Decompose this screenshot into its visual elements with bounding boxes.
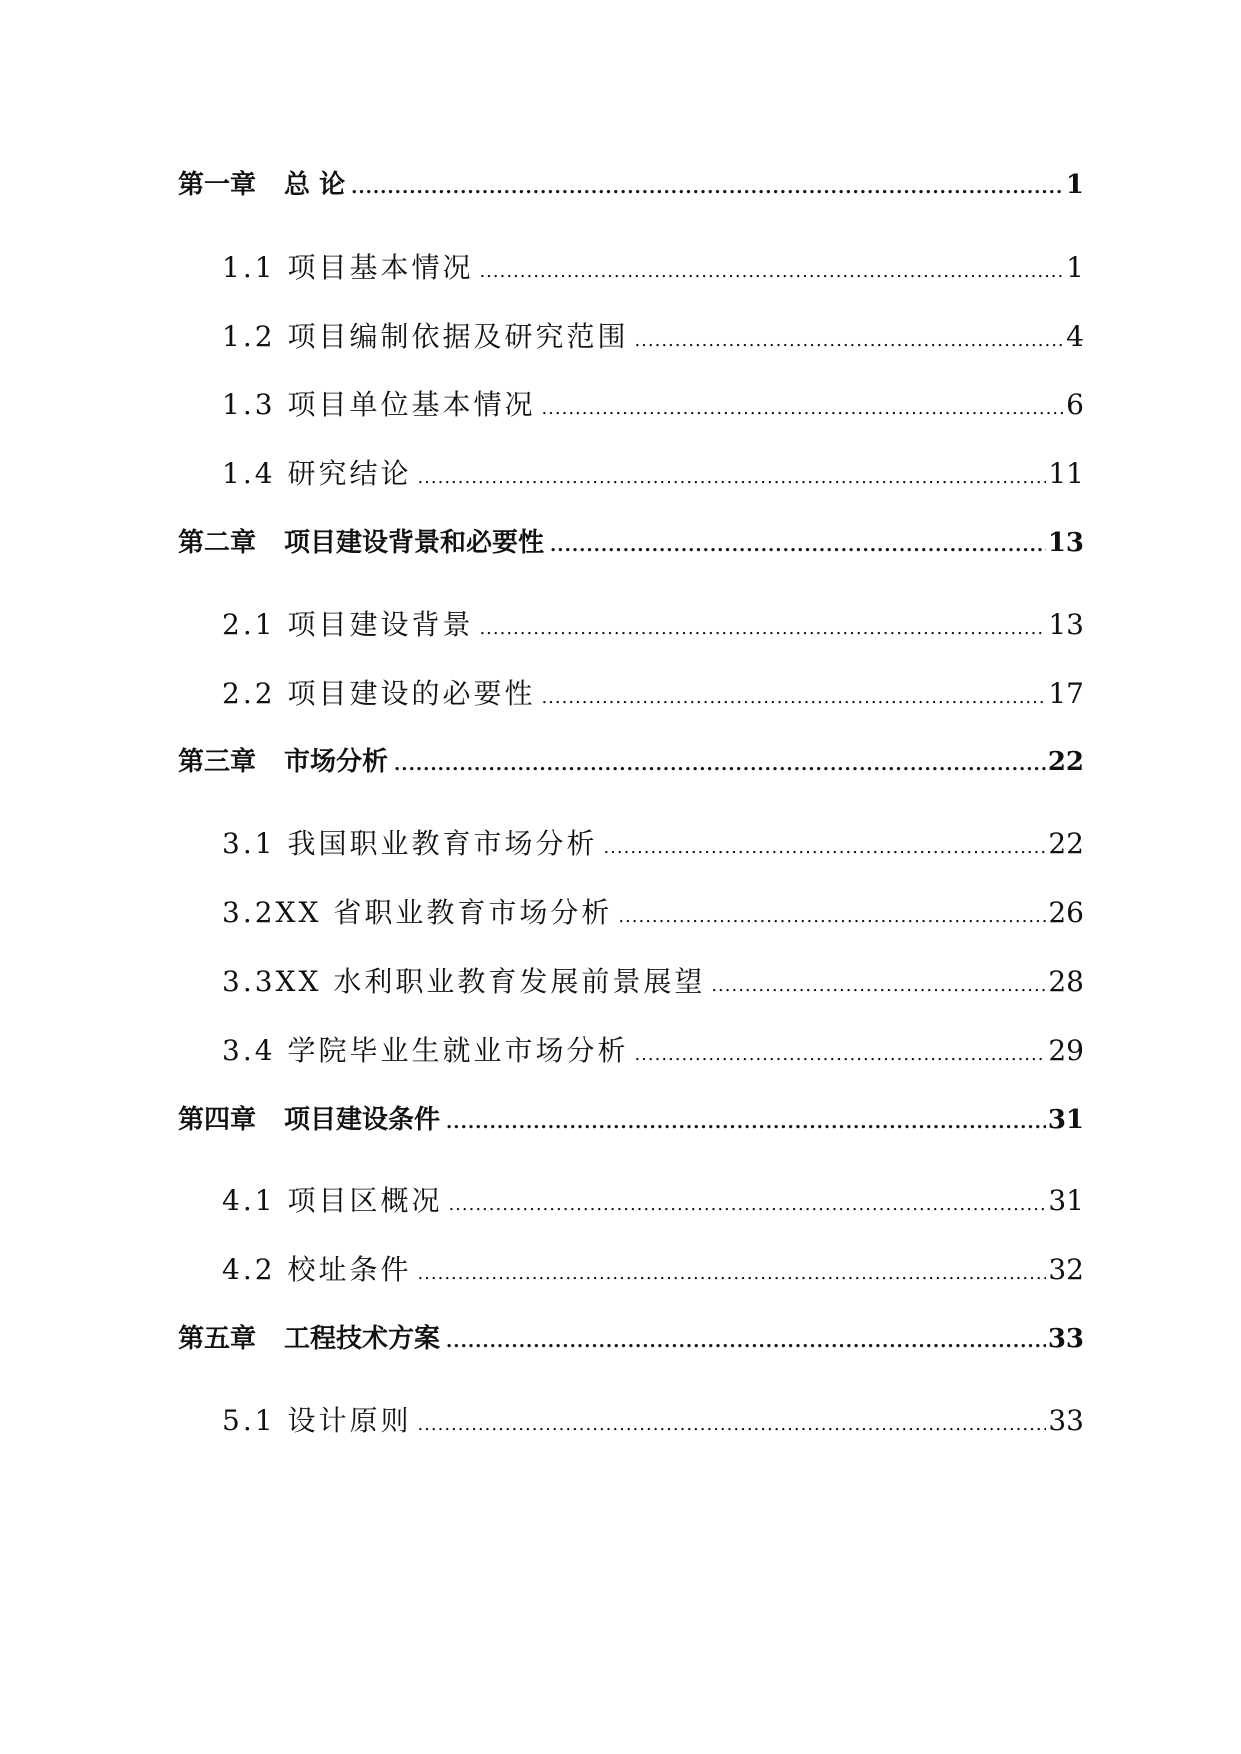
toc-entry-number: 4.1 xyxy=(222,1184,276,1217)
toc-entry-page: 32 xyxy=(1048,1253,1084,1286)
toc-entry-number: 2.2 xyxy=(222,677,276,710)
toc-entry-title: 学院毕业生就业市场分析 xyxy=(287,1034,629,1067)
dot-leader xyxy=(711,965,1046,998)
toc-entry-title: 项目建设背景 xyxy=(287,608,474,641)
toc-section-entry[interactable] xyxy=(222,891,1084,931)
dot-leader xyxy=(634,320,1064,353)
toc-entry-title: 项目编制依据及研究范围 xyxy=(287,320,629,353)
toc-section-entry[interactable] xyxy=(222,1179,1084,1219)
toc-entry-page: 26 xyxy=(1048,896,1084,929)
dot-leader xyxy=(417,457,1046,490)
toc-entry-page: 1 xyxy=(1065,170,1084,200)
toc-chapter-entry[interactable] xyxy=(178,522,1084,559)
dot-leader xyxy=(479,608,1046,641)
dot-leader xyxy=(541,388,1064,421)
toc-entry-page: 1 xyxy=(1066,251,1084,284)
toc-entry-number: 1.2 xyxy=(222,320,276,353)
toc-entry-page: 33 xyxy=(1047,1324,1084,1354)
toc-entry-title: 市场分析 xyxy=(284,747,389,777)
toc-section-entry[interactable] xyxy=(222,1029,1084,1069)
toc-entry-number: 3.3XX xyxy=(222,965,322,998)
toc-entry-title: 我国职业教育市场分析 xyxy=(287,827,598,860)
toc-entry-title: 项目建设背景和必要性 xyxy=(284,528,545,558)
toc-entry-title: 设计原则 xyxy=(287,1404,412,1437)
toc-entry-page: 11 xyxy=(1048,457,1084,490)
toc-entry-page: 13 xyxy=(1047,528,1084,558)
toc-entry-title: 省职业教育市场分析 xyxy=(333,896,613,929)
toc-entry-title: 项目建设条件 xyxy=(284,1105,441,1135)
toc-section-entry[interactable] xyxy=(222,383,1084,423)
toc-entry-title: 校址条件 xyxy=(287,1253,412,1286)
toc-entry-page: 17 xyxy=(1048,677,1084,710)
toc-entry-title: 总 论 xyxy=(284,170,346,200)
toc-entry-number: 第三章 xyxy=(178,747,257,777)
toc-entry-title: 研究结论 xyxy=(287,457,412,490)
dot-leader xyxy=(446,1105,1046,1135)
toc-section-entry[interactable] xyxy=(222,822,1084,862)
toc-section-entry[interactable] xyxy=(222,452,1084,492)
toc-entry-page: 22 xyxy=(1048,827,1084,860)
dot-leader xyxy=(446,1324,1046,1354)
toc-entry-title: 水利职业教育发展前景展望 xyxy=(333,965,706,998)
toc-entry-page: 31 xyxy=(1048,1184,1084,1217)
toc-section-entry[interactable] xyxy=(222,246,1084,286)
toc-chapter-entry[interactable] xyxy=(178,1318,1084,1355)
toc-entry-number: 1.4 xyxy=(222,457,276,490)
toc-entry-title: 项目基本情况 xyxy=(287,251,474,284)
toc-section-entry[interactable] xyxy=(222,1248,1084,1288)
dot-leader xyxy=(550,528,1046,558)
dot-leader xyxy=(417,1404,1046,1437)
toc-entry-page: 28 xyxy=(1048,965,1084,998)
toc-chapter-entry[interactable] xyxy=(178,741,1084,778)
toc-entry-page: 6 xyxy=(1066,388,1084,421)
dot-leader xyxy=(448,1184,1046,1217)
toc-entry-number: 3.4 xyxy=(222,1034,276,1067)
toc-entry-number: 5.1 xyxy=(222,1404,276,1437)
toc-chapter-entry[interactable] xyxy=(178,1099,1084,1136)
dot-leader xyxy=(479,251,1064,284)
dot-leader xyxy=(417,1253,1046,1286)
toc-entry-page: 29 xyxy=(1048,1034,1084,1067)
toc-entry-page: 33 xyxy=(1048,1404,1084,1437)
toc-entry-number: 1.3 xyxy=(222,388,276,421)
dot-leader xyxy=(541,677,1046,710)
toc-entry-page: 22 xyxy=(1047,747,1084,777)
toc-entry-page: 31 xyxy=(1047,1105,1084,1135)
toc-entry-page: 4 xyxy=(1066,320,1084,353)
toc-entry-number: 4.2 xyxy=(222,1253,276,1286)
toc-section-entry[interactable] xyxy=(222,315,1084,355)
toc-entry-number: 3.1 xyxy=(222,827,276,860)
toc-entry-title: 项目建设的必要性 xyxy=(287,677,536,710)
toc-entry-number: 第四章 xyxy=(178,1105,257,1135)
dot-leader xyxy=(394,747,1046,777)
toc-entry-number: 2.1 xyxy=(222,608,276,641)
toc-entry-number: 第五章 xyxy=(178,1324,257,1354)
toc-entry-number: 第二章 xyxy=(178,528,257,558)
toc-entry-title: 工程技术方案 xyxy=(284,1324,441,1354)
toc-entry-number: 第一章 xyxy=(178,170,257,200)
toc-entry-title: 项目区概况 xyxy=(287,1184,443,1217)
toc-chapter-entry[interactable] xyxy=(178,164,1084,201)
toc-entry-number: 3.2XX xyxy=(222,896,322,929)
toc-entry-page: 13 xyxy=(1048,608,1084,641)
toc-section-entry[interactable] xyxy=(222,1399,1084,1439)
dot-leader xyxy=(634,1034,1046,1067)
toc-section-entry[interactable] xyxy=(222,672,1084,712)
toc-entry-number: 1.1 xyxy=(222,251,276,284)
toc-section-entry[interactable] xyxy=(222,960,1084,1000)
dot-leader xyxy=(603,827,1046,860)
toc-entry-title: 项目单位基本情况 xyxy=(287,388,536,421)
dot-leader xyxy=(351,170,1064,200)
dot-leader xyxy=(618,896,1046,929)
toc-section-entry[interactable] xyxy=(222,603,1084,643)
